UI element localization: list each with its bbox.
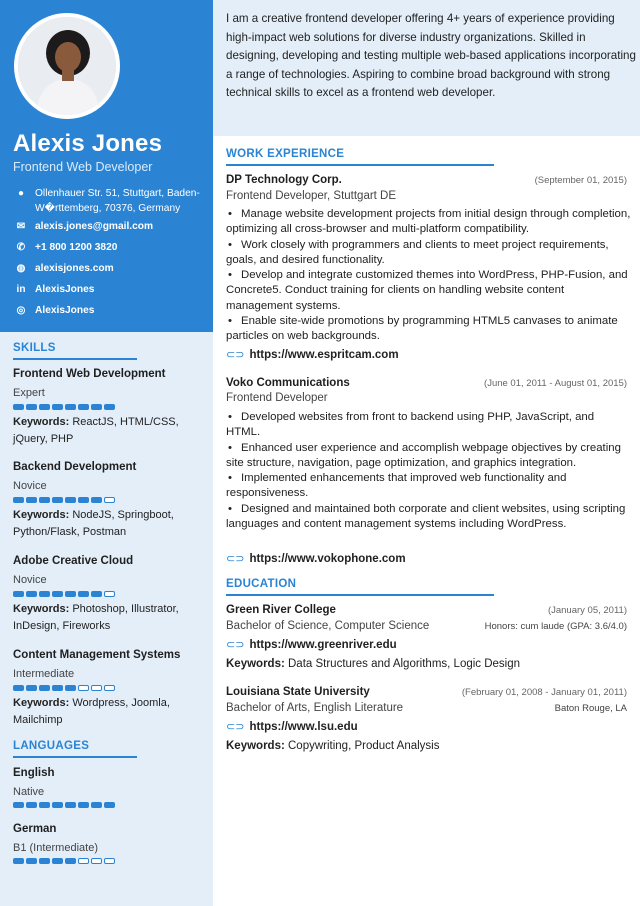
rating-dot-filled <box>26 404 37 410</box>
languages-heading: LANGUAGES <box>13 740 90 752</box>
contact-website[interactable] <box>13 261 207 276</box>
job-date: (June 01, 2011 - August 01, 2015) <box>484 378 627 389</box>
bullet-item: • Enhanced user experience and accomplish webpage objectives by creating site structure, navigation, page optimization, and graphics integration. <box>226 441 631 472</box>
skills-divider <box>13 358 137 360</box>
job-bullets <box>226 207 631 345</box>
contact-email[interactable] <box>13 219 207 234</box>
education-note: Baton Rouge, LA <box>554 703 627 714</box>
keywords-label: Keywords: <box>13 697 70 709</box>
school-link-text[interactable]: https://www.greenriver.edu <box>249 638 397 651</box>
bullet-item: • Developed websites from front to backend using PHP, JavaScript, and HTML. <box>226 410 631 441</box>
keywords-label: Keywords: <box>13 603 70 615</box>
education-keywords <box>226 740 439 752</box>
skill-level: Novice <box>13 480 47 492</box>
rating-dot-filled <box>78 591 89 597</box>
job-link-text[interactable]: https://www.vokophone.com <box>249 552 406 565</box>
rating-dot-filled <box>39 802 50 808</box>
work-heading: WORK EXPERIENCE <box>226 148 345 160</box>
rating-dot-filled <box>65 685 76 691</box>
rating-dot-empty <box>104 591 115 597</box>
rating-dot-filled <box>52 858 63 864</box>
dribbble-icon: ◎ <box>16 305 26 316</box>
job-role: Frontend Developer <box>226 392 328 404</box>
main-content <box>213 0 640 906</box>
job-date: (September 01, 2015) <box>534 175 627 186</box>
email-text[interactable]: alexis.jones@gmail.com <box>35 221 154 232</box>
job-bullets <box>226 410 631 532</box>
skills-heading: SKILLS <box>13 342 56 354</box>
contact-phone[interactable] <box>13 240 207 255</box>
skill-keywords <box>13 414 203 448</box>
contact-linkedin[interactable] <box>13 282 207 297</box>
rating-dot-empty <box>78 858 89 864</box>
email-icon: ✉ <box>16 221 26 232</box>
rating-dot-filled <box>26 858 37 864</box>
link-icon: ⊂⊃ <box>226 553 245 565</box>
language-rating <box>13 802 115 808</box>
location-pin-icon: ● <box>17 188 25 199</box>
rating-dot-filled <box>26 802 37 808</box>
keywords-label: Keywords: <box>13 509 70 521</box>
school-link[interactable] <box>226 720 358 733</box>
skill-name: Frontend Web Development <box>13 368 166 380</box>
languages-divider <box>13 756 137 758</box>
skill-rating <box>13 591 115 597</box>
rating-dot-filled <box>39 404 50 410</box>
rating-dot-filled <box>13 858 24 864</box>
linkedin-icon: in <box>16 284 26 295</box>
link-icon: ⊂⊃ <box>226 349 245 361</box>
skill-level: Novice <box>13 574 47 586</box>
rating-dot-filled <box>13 497 24 503</box>
contact-dribbble[interactable] <box>13 303 207 318</box>
bullet-item: • Implemented enhancements that improved web functionality and responsiveness. <box>226 471 631 502</box>
rating-dot-filled <box>39 591 50 597</box>
job-link-text[interactable]: https://www.espritcam.com <box>249 348 399 361</box>
rating-dot-filled <box>65 802 76 808</box>
rating-dot-filled <box>13 591 24 597</box>
keywords-text: Copywriting, Product Analysis <box>288 740 440 752</box>
education-keywords <box>226 658 520 670</box>
bullet-item: • Work closely with programmers and clients to meet project requirements, goals, and desired functionality. <box>226 238 631 269</box>
rating-dot-filled <box>13 404 24 410</box>
skill-name: Content Management Systems <box>13 649 181 661</box>
phone-icon: ✆ <box>16 242 26 253</box>
job-company: Voko Communications <box>226 377 350 389</box>
rating-dot-filled <box>13 685 24 691</box>
rating-dot-filled <box>39 685 50 691</box>
rating-dot-filled <box>26 685 37 691</box>
rating-dot-empty <box>91 685 102 691</box>
rating-dot-filled <box>52 591 63 597</box>
skill-rating <box>13 497 115 503</box>
degree: Bachelor of Science, Computer Science <box>226 620 430 632</box>
rating-dot-filled <box>26 497 37 503</box>
rating-dot-filled <box>52 404 63 410</box>
rating-dot-filled <box>39 497 50 503</box>
rating-dot-filled <box>78 802 89 808</box>
skill-rating <box>13 404 115 410</box>
bullet-item: • Manage website development projects from initial design through completion, optimizing all cross-browser and multi-platform compatibility. <box>226 207 631 238</box>
rating-dot-filled <box>52 497 63 503</box>
language-level: B1 (Intermediate) <box>13 842 98 854</box>
link-icon: ⊂⊃ <box>226 721 245 733</box>
dribbble-text[interactable]: AlexisJones <box>35 305 95 316</box>
rating-dot-filled <box>39 858 50 864</box>
rating-dot-empty <box>91 858 102 864</box>
skill-keywords <box>13 695 203 729</box>
rating-dot-filled <box>91 404 102 410</box>
rating-dot-filled <box>65 497 76 503</box>
keywords-text: Photoshop, Illustrator, InDesign, Fireworks <box>13 603 179 632</box>
keywords-text: NodeJS, Springboot, Python/Flask, Postman <box>13 509 174 538</box>
language-level: Native <box>13 786 45 798</box>
skill-name: Backend Development <box>13 461 137 473</box>
rating-dot-filled <box>65 591 76 597</box>
summary-text: I am a creative frontend developer offering 4+ years of experience providing high-impact web solutions for diverse industry organizations. Skilled in designing, developing and testing multiple web-based applications incorporating a range of technologies. Aspiring to combine broad background with strong technical skills to excel as a frontend web developer. <box>226 12 636 99</box>
rating-dot-filled <box>91 591 102 597</box>
rating-dot-filled <box>104 802 115 808</box>
skill-rating <box>13 685 115 691</box>
school-name: Green River College <box>226 604 336 616</box>
rating-dot-filled <box>13 802 24 808</box>
person-avatar-icon <box>18 17 116 115</box>
candidate-title: Frontend Web Developer <box>13 160 153 174</box>
education-note: Honors: cum laude (GPA: 3.6/4.0) <box>484 621 627 632</box>
rating-dot-filled <box>52 802 63 808</box>
rating-dot-filled <box>65 858 76 864</box>
summary-panel <box>213 0 640 136</box>
rating-dot-filled <box>104 404 115 410</box>
keywords-label: Keywords: <box>226 658 285 670</box>
website-text[interactable]: alexisjones.com <box>35 263 114 274</box>
job-role: Frontend Developer, Stuttgart DE <box>226 190 397 202</box>
skill-name: Adobe Creative Cloud <box>13 555 134 567</box>
job-link[interactable] <box>226 552 406 565</box>
skill-level: Intermediate <box>13 668 75 680</box>
profile-header <box>0 0 213 332</box>
rating-dot-filled <box>91 497 102 503</box>
profile-photo <box>14 13 120 119</box>
skill-level: Expert <box>13 387 45 399</box>
linkedin-text[interactable]: AlexisJones <box>35 284 95 295</box>
education-heading: EDUCATION <box>226 578 297 590</box>
phone-text[interactable]: +1 800 1200 3820 <box>35 242 118 253</box>
rating-dot-filled <box>91 802 102 808</box>
bullet-item: • Develop and integrate customized themes into WordPress, PHP-Fusion, and Concrete5. Conduct training for clients on handling website content management systems. <box>226 268 631 314</box>
globe-icon: ◍ <box>16 263 26 274</box>
education-date: (January 05, 2011) <box>547 605 627 616</box>
candidate-name: Alexis Jones <box>13 130 163 157</box>
job-link[interactable] <box>226 348 399 361</box>
language-name: German <box>13 823 57 835</box>
rating-dot-empty <box>104 858 115 864</box>
rating-dot-filled <box>65 404 76 410</box>
bullet-item: • Designed and maintained both corporate and client websites, using scripting languages and content management systems including WordPress. <box>226 502 631 533</box>
language-name: English <box>13 767 55 779</box>
rating-dot-empty <box>104 685 115 691</box>
school-name: Louisiana State University <box>226 686 370 698</box>
school-link[interactable] <box>226 638 397 651</box>
keywords-label: Keywords: <box>226 740 285 752</box>
keywords-text: Data Structures and Algorithms, Logic Design <box>288 658 521 670</box>
rating-dot-empty <box>104 497 115 503</box>
link-icon: ⊂⊃ <box>226 639 245 651</box>
keywords-text: Wordpress, Joomla, Mailchimp <box>13 697 170 726</box>
degree: Bachelor of Arts, English Literature <box>226 702 404 714</box>
education-date: (February 01, 2008 - January 01, 2011) <box>461 687 627 698</box>
job-company: DP Technology Corp. <box>226 174 342 186</box>
bullet-item: • Enable site-wide promotions by programming HTML5 canvases to animate particles on web backgrounds. <box>226 314 631 345</box>
rating-dot-filled <box>52 685 63 691</box>
rating-dot-empty <box>78 685 89 691</box>
rating-dot-filled <box>26 591 37 597</box>
left-sidebar <box>0 0 213 906</box>
language-rating <box>13 858 115 864</box>
keywords-label: Keywords: <box>13 416 70 428</box>
keywords-text: ReactJS, HTML/CSS, jQuery, PHP <box>13 416 179 445</box>
skill-keywords <box>13 601 203 635</box>
skill-keywords <box>13 507 203 541</box>
work-divider <box>226 164 494 166</box>
school-link-text[interactable]: https://www.lsu.edu <box>249 720 358 733</box>
education-divider <box>226 594 494 596</box>
rating-dot-filled <box>78 497 89 503</box>
rating-dot-filled <box>78 404 89 410</box>
address-text: Ollenhauer Str. 51, Stuttgart, Baden-W�rttemberg, 70376, Germany <box>35 188 200 214</box>
contact-address <box>13 186 207 216</box>
